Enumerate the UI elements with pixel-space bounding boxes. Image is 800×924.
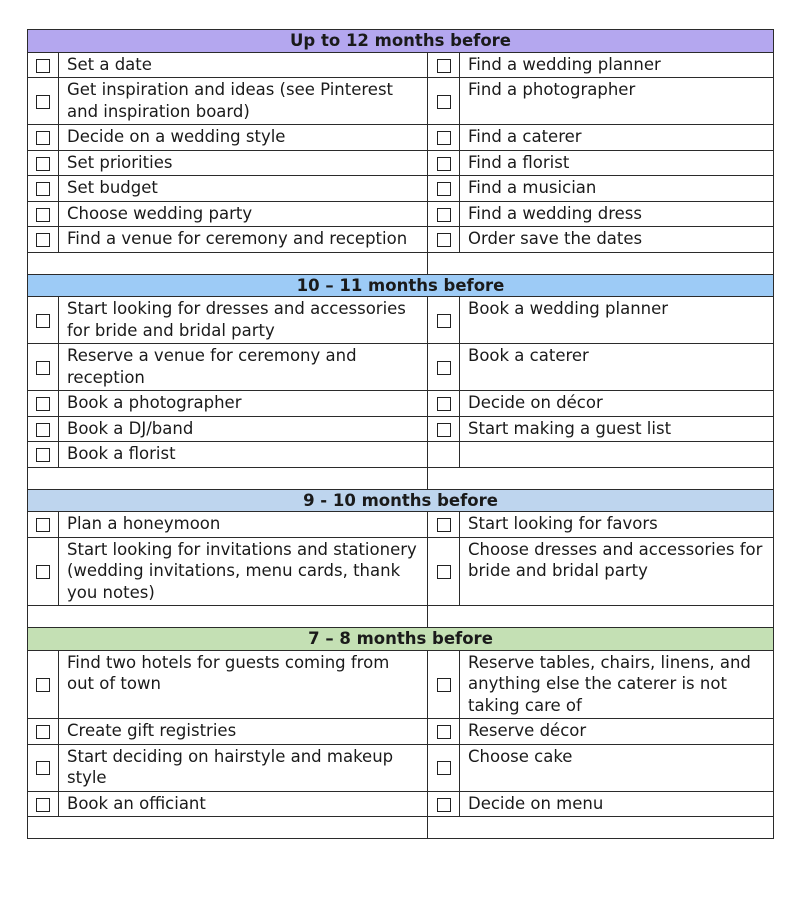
task-row — [28, 201, 774, 227]
task-checkbox-cell-right — [428, 512, 460, 538]
task-checkbox-cell-left — [28, 344, 59, 391]
task-row — [28, 125, 774, 151]
task-label-right: Find a wedding dress — [460, 201, 774, 227]
task-label-right: Book a caterer — [460, 344, 774, 391]
task-row — [28, 537, 774, 606]
task-label-left: Plan a honeymoon — [59, 512, 428, 538]
spacer-cell-left — [28, 467, 428, 489]
task-label-right: Find a musician — [460, 176, 774, 202]
checkbox[interactable] — [437, 182, 451, 196]
task-label-left: Find a venue for ceremony and reception — [59, 227, 428, 253]
checklist-body — [28, 30, 774, 839]
task-row — [28, 150, 774, 176]
task-checkbox-cell-right — [428, 201, 460, 227]
section-spacer-row — [28, 252, 774, 274]
task-checkbox-cell-left — [28, 744, 59, 791]
section-header: 7 – 8 months before — [28, 628, 774, 651]
checkbox[interactable] — [437, 157, 451, 171]
checkbox[interactable] — [36, 233, 50, 247]
task-checkbox-cell-left — [28, 442, 59, 468]
section-header: 10 – 11 months before — [28, 274, 774, 297]
task-row — [28, 344, 774, 391]
task-checkbox-cell-right — [428, 227, 460, 253]
task-label-right — [460, 442, 774, 468]
task-checkbox-cell-left — [28, 512, 59, 538]
checkbox[interactable] — [36, 95, 50, 109]
task-checkbox-cell-left — [28, 537, 59, 606]
checkbox[interactable] — [437, 95, 451, 109]
task-checkbox-cell-right — [428, 791, 460, 817]
checkbox[interactable] — [437, 314, 451, 328]
checkbox[interactable] — [437, 131, 451, 145]
task-checkbox-cell-right — [428, 650, 460, 719]
task-label-right: Find a caterer — [460, 125, 774, 151]
task-checkbox-cell-right — [428, 176, 460, 202]
task-row — [28, 442, 774, 468]
spacer-cell-right — [428, 252, 774, 274]
task-row — [28, 227, 774, 253]
task-row — [28, 650, 774, 719]
checkbox[interactable] — [437, 361, 451, 375]
task-label-right: Book a wedding planner — [460, 297, 774, 344]
task-label-right: Start making a guest list — [460, 416, 774, 442]
task-label-left: Decide on a wedding style — [59, 125, 428, 151]
checkbox[interactable] — [36, 565, 50, 579]
checkbox[interactable] — [36, 397, 50, 411]
task-checkbox-cell-left — [28, 176, 59, 202]
task-checkbox-cell-right — [428, 125, 460, 151]
section-spacer-row — [28, 606, 774, 628]
task-row — [28, 416, 774, 442]
section-header-row — [28, 30, 774, 53]
task-label-left: Start deciding on hairstyle and makeup style — [59, 744, 428, 791]
checkbox[interactable] — [36, 182, 50, 196]
task-checkbox-cell-right — [428, 297, 460, 344]
task-label-left: Choose wedding party — [59, 201, 428, 227]
checkbox[interactable] — [437, 678, 451, 692]
task-checkbox-cell-right — [428, 416, 460, 442]
task-row — [28, 78, 774, 125]
task-checkbox-cell-left — [28, 391, 59, 417]
task-checkbox-cell-left — [28, 150, 59, 176]
task-label-left: Book a DJ/band — [59, 416, 428, 442]
task-checkbox-cell-right — [428, 344, 460, 391]
checkbox[interactable] — [437, 518, 451, 532]
task-checkbox-cell-left — [28, 201, 59, 227]
checkbox[interactable] — [36, 518, 50, 532]
spacer-cell-left — [28, 817, 428, 839]
task-checkbox-cell-right — [428, 78, 460, 125]
task-label-left: Book a photographer — [59, 391, 428, 417]
checkbox[interactable] — [36, 208, 50, 222]
task-checkbox-cell-right — [428, 442, 460, 468]
task-checkbox-cell-left — [28, 125, 59, 151]
checkbox[interactable] — [36, 314, 50, 328]
task-checkbox-cell-right — [428, 391, 460, 417]
checkbox[interactable] — [437, 208, 451, 222]
task-label-right: Reserve tables, chairs, linens, and anything else the caterer is not taking care of — [460, 650, 774, 719]
wedding-checklist-table — [27, 29, 774, 839]
checkbox[interactable] — [36, 448, 50, 462]
section-header-row — [28, 274, 774, 297]
task-label-right: Reserve décor — [460, 719, 774, 745]
task-label-right: Start looking for favors — [460, 512, 774, 538]
task-checkbox-cell-right — [428, 719, 460, 745]
spacer-cell-left — [28, 606, 428, 628]
checkbox[interactable] — [36, 59, 50, 73]
section-header-row — [28, 628, 774, 651]
task-checkbox-cell-right — [428, 537, 460, 606]
task-label-right: Order save the dates — [460, 227, 774, 253]
spacer-cell-right — [428, 817, 774, 839]
section-header-row — [28, 489, 774, 512]
task-label-right: Find a florist — [460, 150, 774, 176]
section-spacer-row — [28, 817, 774, 839]
task-checkbox-cell-right — [428, 744, 460, 791]
task-label-right: Find a photographer — [460, 78, 774, 125]
task-label-left: Get inspiration and ideas (see Pinterest and inspiration board) — [59, 78, 428, 125]
task-label-left: Reserve a venue for ceremony and reception — [59, 344, 428, 391]
spacer-cell-right — [428, 467, 774, 489]
task-checkbox-cell-left — [28, 227, 59, 253]
section-header: 9 - 10 months before — [28, 489, 774, 512]
task-row — [28, 512, 774, 538]
task-label-left: Find two hotels for guests coming from out of town — [59, 650, 428, 719]
section-header: Up to 12 months before — [28, 30, 774, 53]
task-label-left: Set budget — [59, 176, 428, 202]
checkbox[interactable] — [437, 725, 451, 739]
task-label-right: Decide on menu — [460, 791, 774, 817]
checkbox[interactable] — [437, 59, 451, 73]
task-checkbox-cell-left — [28, 416, 59, 442]
checkbox[interactable] — [36, 157, 50, 171]
task-label-left: Create gift registries — [59, 719, 428, 745]
task-row — [28, 791, 774, 817]
spacer-cell-left — [28, 252, 428, 274]
checkbox[interactable] — [36, 761, 50, 775]
task-checkbox-cell-left — [28, 297, 59, 344]
checkbox[interactable] — [36, 798, 50, 812]
task-label-right: Choose cake — [460, 744, 774, 791]
task-label-right: Decide on décor — [460, 391, 774, 417]
checkbox[interactable] — [36, 678, 50, 692]
checkbox[interactable] — [36, 361, 50, 375]
task-row — [28, 744, 774, 791]
task-label-left: Start looking for invitations and stationery (wedding invitations, menu cards, thank you notes) — [59, 537, 428, 606]
task-checkbox-cell-right — [428, 150, 460, 176]
task-checkbox-cell-left — [28, 719, 59, 745]
task-label-left: Book a florist — [59, 442, 428, 468]
task-checkbox-cell-left — [28, 78, 59, 125]
task-label-left: Start looking for dresses and accessories for bride and bridal party — [59, 297, 428, 344]
task-label-right: Choose dresses and accessories for bride and bridal party — [460, 537, 774, 606]
checkbox[interactable] — [437, 761, 451, 775]
task-row — [28, 297, 774, 344]
task-checkbox-cell-left — [28, 650, 59, 719]
task-row — [28, 719, 774, 745]
task-checkbox-cell-right — [428, 52, 460, 78]
task-checkbox-cell-left — [28, 52, 59, 78]
checkbox[interactable] — [437, 397, 451, 411]
checkbox[interactable] — [36, 131, 50, 145]
checkbox[interactable] — [437, 798, 451, 812]
task-label-left: Book an officiant — [59, 791, 428, 817]
task-label-left: Set priorities — [59, 150, 428, 176]
spacer-cell-right — [428, 606, 774, 628]
task-row — [28, 176, 774, 202]
checkbox[interactable] — [437, 565, 451, 579]
task-checkbox-cell-left — [28, 791, 59, 817]
task-label-right: Find a wedding planner — [460, 52, 774, 78]
task-row — [28, 391, 774, 417]
task-label-left: Set a date — [59, 52, 428, 78]
checkbox[interactable] — [437, 233, 451, 247]
checkbox[interactable] — [437, 423, 451, 437]
task-row — [28, 52, 774, 78]
checkbox[interactable] — [36, 423, 50, 437]
checkbox[interactable] — [36, 725, 50, 739]
section-spacer-row — [28, 467, 774, 489]
